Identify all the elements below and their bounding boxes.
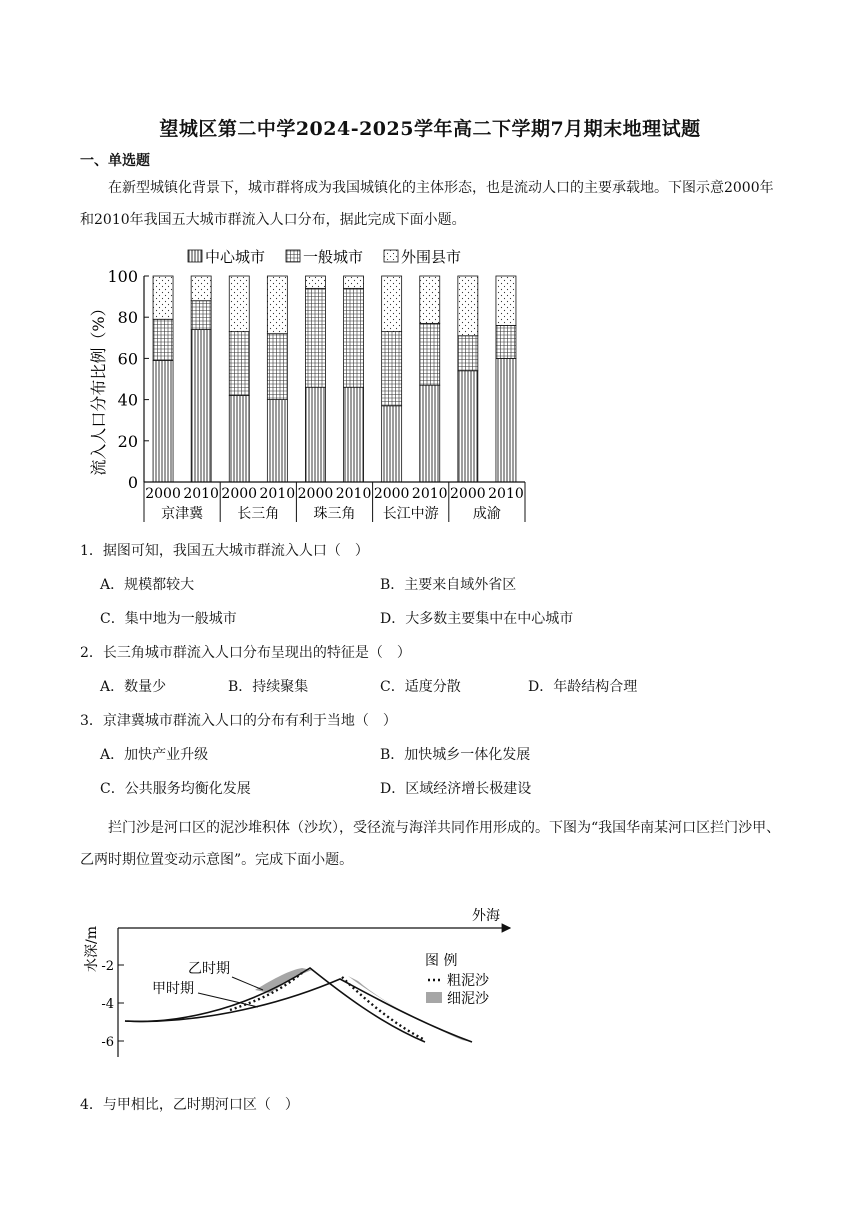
- migration-bar-chart: [80, 240, 540, 525]
- x-tick-label: 2000: [450, 486, 486, 502]
- bar-segment-1: [153, 319, 173, 360]
- legend-fine-swatch: [426, 992, 442, 1003]
- bar-segment-1: [229, 332, 249, 396]
- bar-segment-1: [496, 325, 516, 358]
- jia-period-label: 甲时期: [152, 981, 194, 997]
- bar-segment-0: [496, 358, 516, 482]
- group-label: 长江中游: [382, 506, 439, 522]
- bar-segment-2: [344, 276, 364, 288]
- option-d[interactable]: D．年龄结构合理: [528, 679, 638, 695]
- bar-segment-0: [420, 385, 440, 482]
- x-tick-label: 2000: [145, 486, 181, 502]
- option-a[interactable]: A．加快产业升级: [100, 747, 209, 763]
- bar-segment-1: [382, 332, 402, 406]
- group-label: 珠三角: [313, 506, 356, 522]
- bar-segment-0: [382, 406, 402, 482]
- page-title: 望城区第二中学2024-2025学年高二下学期7月期末地理试题: [159, 118, 701, 140]
- bar-segment-2: [267, 276, 287, 334]
- legend-fine-label: 细泥沙: [447, 991, 489, 1007]
- question-4-stem: 4．与甲相比，乙时期河口区（ ）: [80, 1097, 299, 1113]
- question-stem: 1．据图可知，我国五大城市群流入人口（ ）: [80, 543, 369, 559]
- bar-segment-1: [191, 301, 211, 330]
- bar-segment-2: [153, 276, 173, 319]
- option-c[interactable]: C．适度分散: [380, 679, 461, 695]
- section-heading: 一、单选题: [80, 153, 150, 169]
- bar-segment-2: [191, 276, 211, 301]
- x-tick-label: 2000: [297, 486, 334, 502]
- x-tick-label: 2010: [335, 486, 372, 502]
- option-a[interactable]: A．规模都较大: [100, 577, 195, 593]
- bar-segment-2: [382, 276, 402, 332]
- bar-segment-1: [420, 323, 440, 385]
- x-tick-label: 2000: [373, 486, 410, 502]
- bar-segment-2: [458, 276, 478, 336]
- bar-segment-1: [344, 288, 364, 387]
- legend-swatch-2: [384, 250, 398, 262]
- question-stem: 3．京津冀城市群流入人口的分布有利于当地（ ）: [80, 713, 397, 729]
- group-label: 成渝: [472, 506, 501, 522]
- x-tick-label: 2010: [259, 486, 296, 502]
- option-d[interactable]: D．区域经济增长极建设: [380, 781, 532, 797]
- sandbar-diagram: [80, 905, 520, 1080]
- bar-segment-2: [305, 276, 325, 288]
- y-tick-label: 40: [117, 390, 138, 410]
- x-tick-label: 2010: [411, 486, 448, 502]
- y-tick-label: 100: [107, 267, 138, 286]
- tick-label: -4: [101, 997, 114, 1012]
- y-tick-label: 0: [127, 473, 138, 492]
- legend-swatch-0: [188, 250, 202, 262]
- bar-segment-1: [458, 336, 478, 371]
- legend-title: 图 例: [425, 953, 458, 969]
- x-tick-label: 2000: [221, 486, 258, 502]
- bar-segment-0: [344, 387, 364, 482]
- option-b[interactable]: B．加快城乡一体化发展: [380, 747, 531, 763]
- bar-segment-0: [458, 371, 478, 482]
- intro-paragraph-1: 在新型城镇化背景下，城市群将成为我国城镇化的主体形态，也是流动人口的主要承载地。下图示意2000年和2010年我国五大城市群流入人口分布，据此完成下面小题。: [80, 180, 774, 228]
- bar-segment-2: [229, 276, 249, 332]
- tick-label: -2: [101, 959, 114, 974]
- y-tick-label: 20: [117, 431, 138, 451]
- question-stem: 2．长三角城市群流入人口分布呈现出的特征是（ ）: [80, 645, 411, 661]
- option-a[interactable]: A．数量少: [100, 679, 167, 695]
- bar-segment-2: [496, 276, 516, 325]
- sea-label: 外海: [472, 908, 500, 924]
- intro-paragraph-2: 拦门沙是河口区的泥沙堆积体（沙坎），受径流与海洋共同作用形成的。下图为“我国华南某河口区拦门沙甲、乙两时期位置变动示意图”。完成下面小题。: [80, 820, 781, 868]
- bar-segment-2: [420, 276, 440, 323]
- group-label: 京津冀: [161, 506, 204, 522]
- y-axis-label: 流入人口分布比例（%）: [89, 300, 108, 476]
- option-c[interactable]: C．公共服务均衡化发展: [100, 781, 251, 797]
- legend-swatch-1: [286, 250, 300, 262]
- legend-label-2: 外围县市: [401, 248, 462, 266]
- option-d[interactable]: D．大多数主要集中在中心城市: [380, 611, 574, 627]
- group-label: 长三角: [237, 506, 280, 522]
- option-b[interactable]: B．持续聚集: [228, 679, 309, 695]
- bar-segment-0: [267, 400, 287, 482]
- y-tick-label: 60: [117, 349, 138, 369]
- yi-period-label: 乙时期: [188, 961, 230, 977]
- bar-segment-0: [153, 360, 173, 482]
- x-tick-label: 2010: [183, 486, 219, 502]
- y-tick-label: 80: [117, 308, 138, 328]
- bar-segment-0: [191, 330, 211, 482]
- legend-label-1: 一般城市: [303, 248, 364, 266]
- depth-label: 水深/m: [84, 926, 100, 972]
- legend-label-0: 中心城市: [205, 248, 266, 266]
- tick-label: -6: [101, 1035, 114, 1050]
- option-b[interactable]: B．主要来自域外省区: [380, 577, 517, 593]
- bar-segment-0: [229, 395, 249, 482]
- option-c[interactable]: C．集中地为一般城市: [100, 611, 237, 627]
- bar-segment-1: [305, 288, 325, 387]
- bar-segment-1: [267, 334, 287, 400]
- x-tick-label: 2010: [488, 486, 524, 502]
- legend-coarse-label: 粗泥沙: [447, 973, 489, 989]
- bar-segment-0: [305, 387, 325, 482]
